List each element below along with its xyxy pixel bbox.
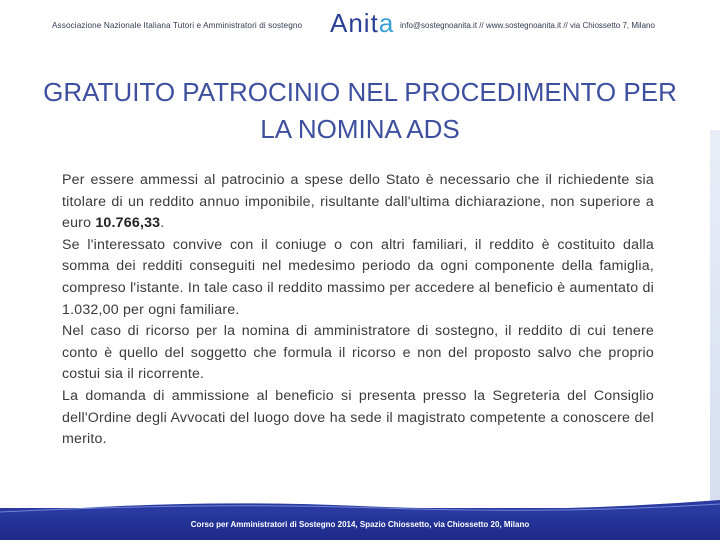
paragraph-ads-case: Nel caso di ricorso per la nomina di amministratore di sostegno, il reddito di cui tenere conto è quello del soggetto che formula il ricorso e non del proposto salvo che proprio costui sia il ricorrente. [62,323,654,383]
paragraph-income-limit-text: Per essere ammessi al patrocinio a spese dello Stato è necessario che il richiedente sia titolare di un reddito annuo imponibile, risultante dall'ultima dichiarazione, non superiore a euro [62,172,654,232]
paragraph-income-limit-end: . [160,215,165,232]
association-name: Associazione Nazionale Italiana Tutori e Amministratori di sostegno [52,21,303,30]
footer-text: Corso per Amministratori di Sostegno 2014, Spazio Chiossetto, via Chiossetto 20, Milano [190,520,530,529]
footer-wave-decoration [0,494,720,514]
slide-title: GRATUITO PATROCINIO NEL PROCEDIMENTO PER LA NOMINA ADS [43,77,677,144]
paragraph-family-income: Se l'interessato convive con il coniuge o con altri familiari, il reddito è costituito dalla somma dei redditi conseguiti nel medesimo periodo da ogni componente della famiglia, compreso l'istante. In tale caso il reddito massimo per accedere al beneficio è aumentato di 1.032,00 per ogni familiare. [62,236,654,318]
logo-text: Anit [330,8,379,38]
contact-info: info@sostegnoanita.it // www.sostegnoanita.it // via Chiossetto 7, Milano [400,21,655,30]
slide-body [62,170,654,451]
paragraph-income-limit [62,170,654,235]
anita-logo [330,8,394,39]
income-limit-amount: 10.766,33 [95,215,161,232]
footer-bar [0,508,720,540]
decorative-side-bar [710,130,720,510]
paragraph-application: La domanda di ammissione al beneficio si presenta presso la Segreteria del Consiglio dell'Ordine degli Avvocati del luogo dove ha sede il magistrato competente a conoscere del merito. [62,387,654,448]
header-bar [0,0,720,60]
logo-accent: a [378,8,395,38]
